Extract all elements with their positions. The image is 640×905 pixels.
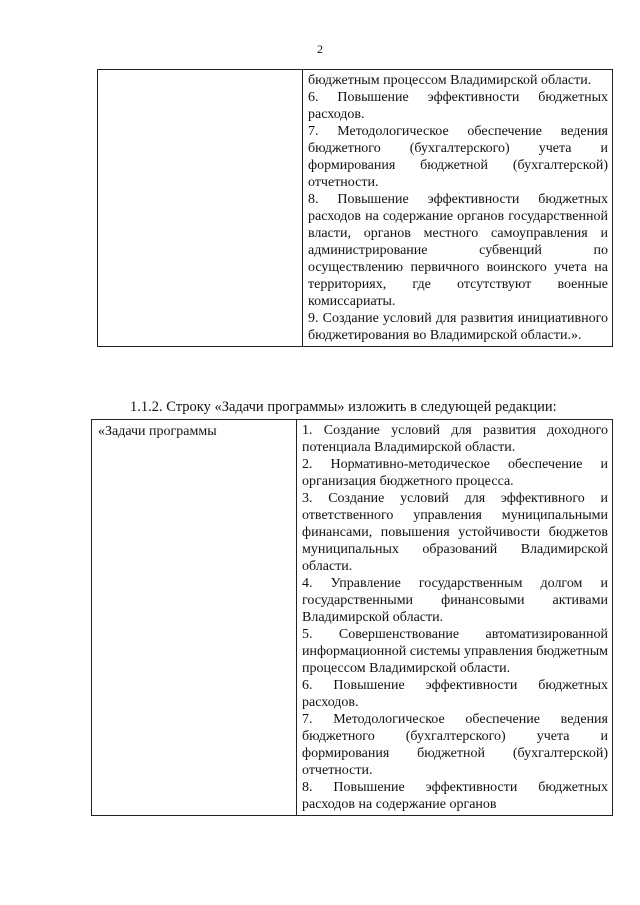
program-tasks-table [91,419,613,816]
table-right-cell [303,70,613,347]
task-item: 6. Повышение эффективности бюджетных расходов. [302,678,608,710]
task-item: 7. Методологическое обеспечение ведения бюджетного (бухгалтерского) учета и формирования бюджетной (бухгалтерской) отчетности. [302,712,608,778]
table-left-cell-empty [98,70,303,347]
task-item: 8. Повышение эффективности бюджетных расходов на содержание органов государственной власти, органов местного самоуправления и администрирование субвенций по осуществлению первичного воинского учета на территориях, где отсутствуют военные комиссариаты. [308,192,608,309]
program-table-continuation [97,69,613,347]
table-left-cell [92,420,297,816]
task-item: бюджетным процессом Владимирской области. [308,73,592,88]
task-item: 3. Создание условий для эффективного и ответственного управления муниципальными финансами, повышения устойчивости бюджетов муниципальных образований Владимирской области. [302,491,608,574]
task-item: 4. Управление государственным долгом и государственными финансовыми активами Владимирской области. [302,576,608,625]
row-label: «Задачи программы [98,424,217,439]
task-item: 6. Повышение эффективности бюджетных расходов. [308,90,608,122]
page-number: 2 [317,42,323,56]
task-item: 9. Создание условий для развития инициативного бюджетирования во Владимирской области.». [308,311,608,343]
task-item: 2. Нормативно-методическое обеспечение и организация бюджетного процесса. [302,457,608,489]
task-item: 8. Повышение эффективности бюджетных расходов на содержание органов [302,780,608,812]
amendment-paragraph: 1.1.2. Строку «Задачи программы» изложить в следующей редакции: [130,399,557,415]
table-right-cell [297,420,613,816]
task-item: 7. Методологическое обеспечение ведения бюджетного (бухгалтерского) учета и формирования бюджетной (бухгалтерской) отчетности. [308,124,608,190]
task-item: 1. Создание условий для развития доходного потенциала Владимирской области. [302,423,608,455]
task-item: 5. Совершенствование автоматизированной информационной системы управления бюджетным процессом Владимирской области. [302,627,608,676]
